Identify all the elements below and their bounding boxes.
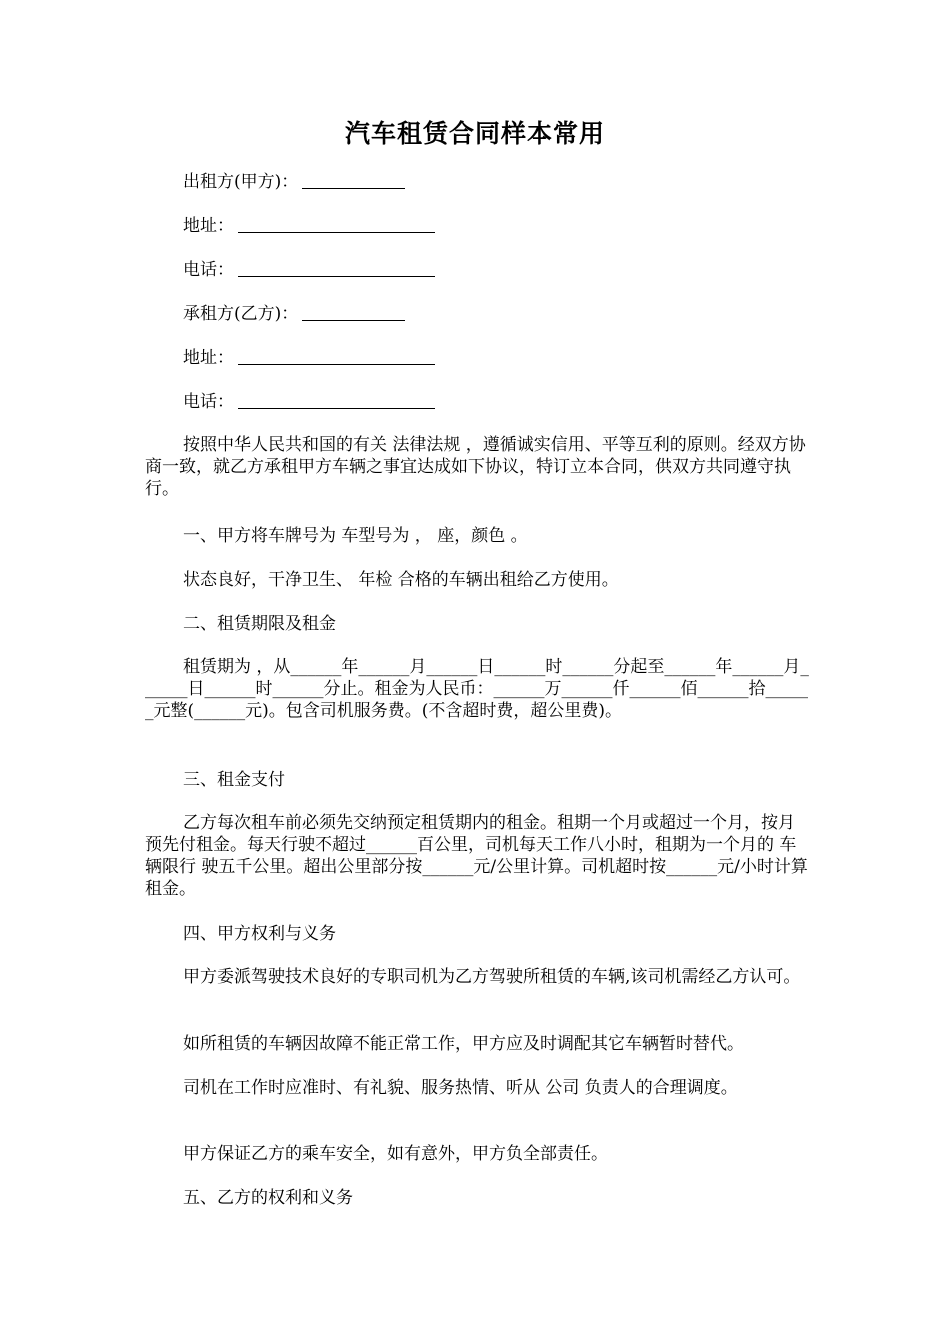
section-3-heading: 三、租金支付: [183, 770, 285, 790]
section-4-paragraph-3: 司机在工作时应准时、有礼貌、服务热情、听从 公司 负责人的合理调度。: [183, 1078, 738, 1098]
lessor-phone-blank: [238, 260, 435, 277]
section-2-paragraph: 租赁期为 ，从______年______月______日______时______分起至______年______月______日______时______分止。租金为人民币：______万______仟______佰______拾______元整(______元)。包含司机服务费。(不含超时费，超公里费)。: [145, 657, 809, 721]
lessee-address-line: [183, 346, 435, 370]
section-4-paragraph-1: 甲方委派驾驶技术良好的专职司机为乙方驾驶所租赁的车辆,该司机需经乙方认可。: [183, 967, 801, 987]
lessor-line: [183, 170, 405, 194]
lessee-blank: [302, 304, 405, 321]
section-3-paragraph: 乙方每次租车前必须先交纳预定租赁期内的租金。租期一个月或超过一个月，按月预先付租金。每天行驶不超过______百公里，司机每天工作八小时，租期为一个月的 车辆限行 驶五千公里。超出公里部分按______元/公里计算。司机超时按______元/小时计算租金。: [145, 813, 808, 899]
lessor-address-blank: [238, 216, 435, 233]
document-title: 汽车租赁合同样本常用: [344, 119, 605, 148]
section-4-paragraph-4: 甲方保证乙方的乘车安全，如有意外，甲方负全部责任。: [183, 1144, 608, 1164]
lessee-address-blank: [238, 348, 435, 365]
section-4-heading: 四、甲方权利与义务: [183, 924, 336, 944]
lessor-label: 出租方(甲方)：: [183, 172, 299, 192]
section-5-heading: 五、乙方的权利和义务: [183, 1188, 353, 1208]
lessee-label: 承租方(乙方)：: [183, 304, 299, 324]
preamble-paragraph: 按照中华人民共和国的有关 法律法规 ，遵循诚实信用、平等互利的原则。经双方协商一致，就乙方承租甲方车辆之事宜达成如下协议，特订立本合同，供双方共同遵守执行。: [145, 435, 806, 499]
lessee-phone-line: [183, 390, 435, 414]
section-2-heading: 二、租赁期限及租金: [183, 614, 336, 634]
lessee-phone-label: 电话：: [183, 392, 234, 412]
lessor-phone-line: [183, 258, 435, 282]
lessee-address-label: 地址：: [183, 348, 234, 368]
lessor-address-label: 地址：: [183, 216, 234, 236]
section-1-heading: 一、甲方将车牌号为 车型号为 ， 座，颜色 。: [183, 526, 528, 546]
section-1-text: 状态良好，干净卫生、 年检 合格的车辆出租给乙方使用。: [183, 570, 619, 590]
lessee-line: [183, 302, 405, 326]
lessor-blank: [302, 172, 405, 189]
lessor-phone-label: 电话：: [183, 260, 234, 280]
section-4-paragraph-2: 如所租赁的车辆因故障不能正常工作，甲方应及时调配其它车辆暂时替代。: [183, 1034, 744, 1054]
lessor-address-line: [183, 214, 435, 238]
lessee-phone-blank: [238, 392, 435, 409]
